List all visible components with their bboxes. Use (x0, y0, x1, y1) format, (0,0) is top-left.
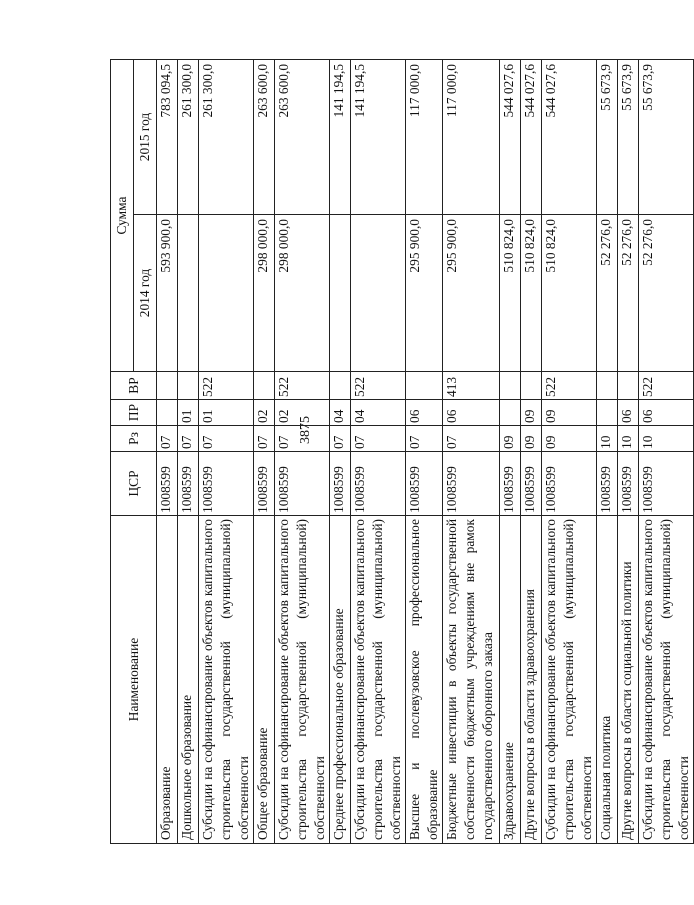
cell-pr (597, 400, 618, 426)
cell-pr: 01 (199, 400, 254, 426)
header-sum: Сумма (111, 59, 134, 371)
cell-2015: 55 673,9 (597, 59, 618, 214)
cell-2015: 55 673,9 (618, 59, 639, 214)
cell-2014: 510 824,0 (542, 215, 597, 372)
cell-2014: 52 276,0 (639, 215, 694, 372)
table-row (178, 59, 199, 843)
cell-csr: 1008599 (521, 452, 542, 516)
cell-vr (157, 372, 178, 400)
cell-csr: 1008599 (639, 452, 694, 516)
cell-pr: 02 (254, 400, 275, 426)
cell-vr (406, 372, 443, 400)
cell-vr (597, 372, 618, 400)
cell-pr: 04 (330, 400, 351, 426)
cell-2014: 298 000,0 (275, 215, 330, 372)
cell-2015: 783 094,5 (157, 59, 178, 214)
cell-name: Другие вопросы в области здравоохранения (521, 516, 542, 844)
cell-2014: 593 900,0 (157, 215, 178, 372)
cell-2015: 544 027,6 (500, 59, 521, 214)
cell-csr: 1008599 (351, 452, 406, 516)
cell-csr: 1008599 (500, 452, 521, 516)
header-2014: 2014 год (134, 215, 157, 372)
cell-name: Другие вопросы в области социальной политики (618, 516, 639, 844)
cell-vr: 522 (351, 372, 406, 400)
table-row (157, 59, 178, 843)
cell-2014: 52 276,0 (597, 215, 618, 372)
cell-2015: 117 000,0 (406, 59, 443, 214)
cell-pr: 06 (618, 400, 639, 426)
table-row (639, 59, 694, 843)
cell-2015: 261 300,0 (199, 59, 254, 214)
cell-rz: 07 (157, 426, 178, 452)
cell-rz: 07 (406, 426, 443, 452)
cell-vr (254, 372, 275, 400)
table-row (199, 59, 254, 843)
cell-2014 (199, 215, 254, 372)
cell-pr: 09 (521, 400, 542, 426)
cell-pr: 06 (406, 400, 443, 426)
cell-vr (330, 372, 351, 400)
cell-csr: 1008599 (443, 452, 500, 516)
cell-2015: 55 673,9 (639, 59, 694, 214)
table-row (330, 59, 351, 843)
cell-rz: 07 (178, 426, 199, 452)
cell-vr: 522 (639, 372, 694, 400)
table-row (597, 59, 618, 843)
cell-2015: 261 300,0 (178, 59, 199, 214)
cell-vr: 413 (443, 372, 500, 400)
table-row (521, 59, 542, 843)
cell-name: Социальная политика (597, 516, 618, 844)
cell-rz: 09 (500, 426, 521, 452)
cell-name: Образование (157, 516, 178, 844)
cell-2014 (178, 215, 199, 372)
cell-rz: 10 (618, 426, 639, 452)
cell-2015: 141 194,5 (330, 59, 351, 214)
header-pr: ПР (111, 400, 157, 426)
cell-vr: 522 (275, 372, 330, 400)
cell-rz: 07 (351, 426, 406, 452)
table-row (351, 59, 406, 843)
cell-rz: 10 (639, 426, 694, 452)
cell-vr (618, 372, 639, 400)
cell-pr: 06 (639, 400, 694, 426)
cell-csr: 1008599 (542, 452, 597, 516)
cell-name: Субсидии на софинансирование объектов капитального строительства государственной (муниципальной) собственности (542, 516, 597, 844)
cell-csr: 1008599 (275, 452, 330, 516)
table-row (275, 59, 330, 843)
cell-pr (157, 400, 178, 426)
cell-pr: 04 (351, 400, 406, 426)
cell-2014: 295 900,0 (443, 215, 500, 372)
cell-csr: 1008599 (199, 452, 254, 516)
header-csr: ЦСР (111, 452, 157, 516)
cell-name: Здравоохранение (500, 516, 521, 844)
cell-rz: 07 (254, 426, 275, 452)
cell-pr (500, 400, 521, 426)
cell-csr: 1008599 (178, 452, 199, 516)
cell-csr: 1008599 (618, 452, 639, 516)
cell-2014: 510 824,0 (500, 215, 521, 372)
header-vr: ВР (111, 372, 157, 400)
table-row (443, 59, 500, 843)
cell-csr: 1008599 (406, 452, 443, 516)
cell-2014 (351, 215, 406, 372)
page-number: 3875 (298, 416, 313, 444)
header-rz: Рз (111, 426, 157, 452)
cell-2015: 544 027,6 (542, 59, 597, 214)
cell-2014: 298 000,0 (254, 215, 275, 372)
cell-vr (178, 372, 199, 400)
cell-rz: 07 (275, 426, 330, 452)
cell-name: Общее образование (254, 516, 275, 844)
cell-csr: 1008599 (254, 452, 275, 516)
cell-csr: 1008599 (330, 452, 351, 516)
rotated-table-container (110, 60, 691, 844)
table-row (406, 59, 443, 843)
cell-name: Среднее профессиональное образование (330, 516, 351, 844)
cell-rz: 09 (521, 426, 542, 452)
cell-rz: 10 (597, 426, 618, 452)
cell-pr: 09 (542, 400, 597, 426)
table-row (500, 59, 521, 843)
cell-rz: 09 (542, 426, 597, 452)
cell-vr: 522 (199, 372, 254, 400)
cell-pr: 02 (275, 400, 330, 426)
cell-rz: 07 (199, 426, 254, 452)
cell-name: Дошкольное образование (178, 516, 199, 844)
cell-vr: 522 (542, 372, 597, 400)
table-row (254, 59, 275, 843)
cell-2015: 263 600,0 (275, 59, 330, 214)
cell-pr: 01 (178, 400, 199, 426)
cell-2015: 117 000,0 (443, 59, 500, 214)
header-row (111, 59, 134, 843)
cell-name: Высшее и послевузовское профессиональное образование (406, 516, 443, 844)
cell-2014: 510 824,0 (521, 215, 542, 372)
cell-rz: 07 (330, 426, 351, 452)
cell-csr: 1008599 (597, 452, 618, 516)
cell-vr (521, 372, 542, 400)
budget-table (110, 59, 694, 844)
header-2015: 2015 год (134, 59, 157, 214)
cell-name: Субсидии на софинансирование объектов капитального строительства государственной (муниципальной) собственности (351, 516, 406, 844)
cell-2015: 141 194,5 (351, 59, 406, 214)
cell-2014: 52 276,0 (618, 215, 639, 372)
table-row (542, 59, 597, 843)
cell-2015: 544 027,6 (521, 59, 542, 214)
cell-vr (500, 372, 521, 400)
cell-pr: 06 (443, 400, 500, 426)
header-name: Наименование (111, 516, 157, 844)
cell-name: Бюджетные инвестиции в объекты государственной собственности бюджетным учреждениям вне рамок государственного оборонного заказа (443, 516, 500, 844)
cell-2014 (330, 215, 351, 372)
cell-name: Субсидии на софинансирование объектов капитального строительства государственной (муниципальной) собственности (275, 516, 330, 844)
table-row (618, 59, 639, 843)
cell-csr: 1008599 (157, 452, 178, 516)
cell-2015: 263 600,0 (254, 59, 275, 214)
cell-name: Субсидии на софинансирование объектов капитального строительства государственной (муниципальной) собственности (199, 516, 254, 844)
cell-2014: 295 900,0 (406, 215, 443, 372)
cell-rz: 07 (443, 426, 500, 452)
cell-name: Субсидии на софинансирование объектов капитального строительства государственной (муниципальной) собственности (639, 516, 694, 844)
